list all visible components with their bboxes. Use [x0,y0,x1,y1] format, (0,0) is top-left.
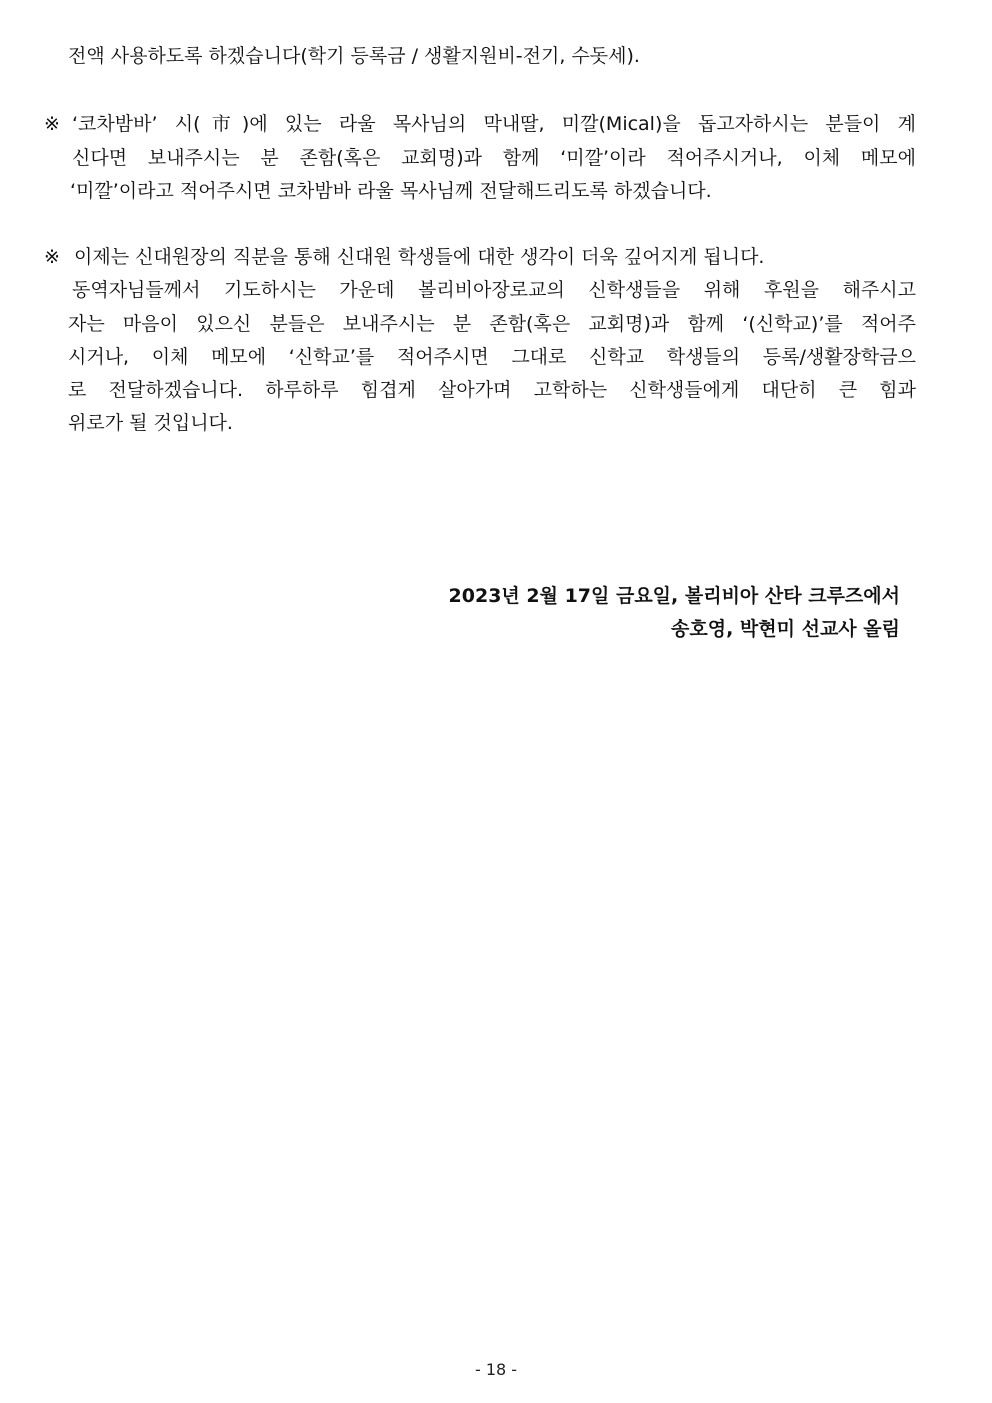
note-1-line-2: 신다면 보내주시는 분 존함(혹은 교회명)과 함께 ‘미깔’이라 적어주시거나, 이체 메모에 [72,147,916,169]
note-2-line-4: 시거나, 이체 메모에 ‘신학교’를 적어주시면 그대로 신학교 학생들의 등록/생활장학금으 [68,346,916,368]
note-1-line-1: ‘코차밤바’ 시(市)에 있는 라울 목사님의 막내딸, 미깔(Mical)을 돕고자하시는 분들이 계 [72,113,916,135]
note-2-line-1: 이제는 신대원장의 직분을 통해 신대원 학생들에 대한 생각이 더욱 깊어지게 됩니다. [74,246,765,268]
note-mark: ※ [44,113,60,135]
note-2-line-3: 자는 마음이 있으신 분들은 보내주시는 분 존함(혹은 교회명)과 함께 ‘(신학교)’를 적어주 [68,313,916,335]
signature-date-place: 2023년 2월 17일 금요일, 볼리비아 산타 크루즈에서 [448,585,900,607]
note-2-line-6: 위로가 될 것입니다. [68,412,233,434]
note-2-line-5: 로 전달하겠습니다. 하루하루 힘겹게 살아가며 고학하는 신학생들에게 대단히 큰 힘과 [68,379,916,401]
note-2-line-2: 동역자님들께서 기도하시는 가운데 볼리비아장로교의 신학생들을 위해 후원을 해주시고 [72,279,916,301]
note-1-line-3: ‘미깔’이라고 적어주시면 코차밤바 라울 목사님께 전달해드리도록 하겠습니다. [70,180,712,202]
paragraph-line: 전액 사용하도록 하겠습니다(학기 등록금 / 생활지원비-전기, 수돗세). [68,45,640,67]
note-mark: ※ [44,246,60,268]
page-number: - 18 - [474,1360,518,1379]
signature-authors: 송호영, 박현미 선교사 올림 [671,618,900,640]
